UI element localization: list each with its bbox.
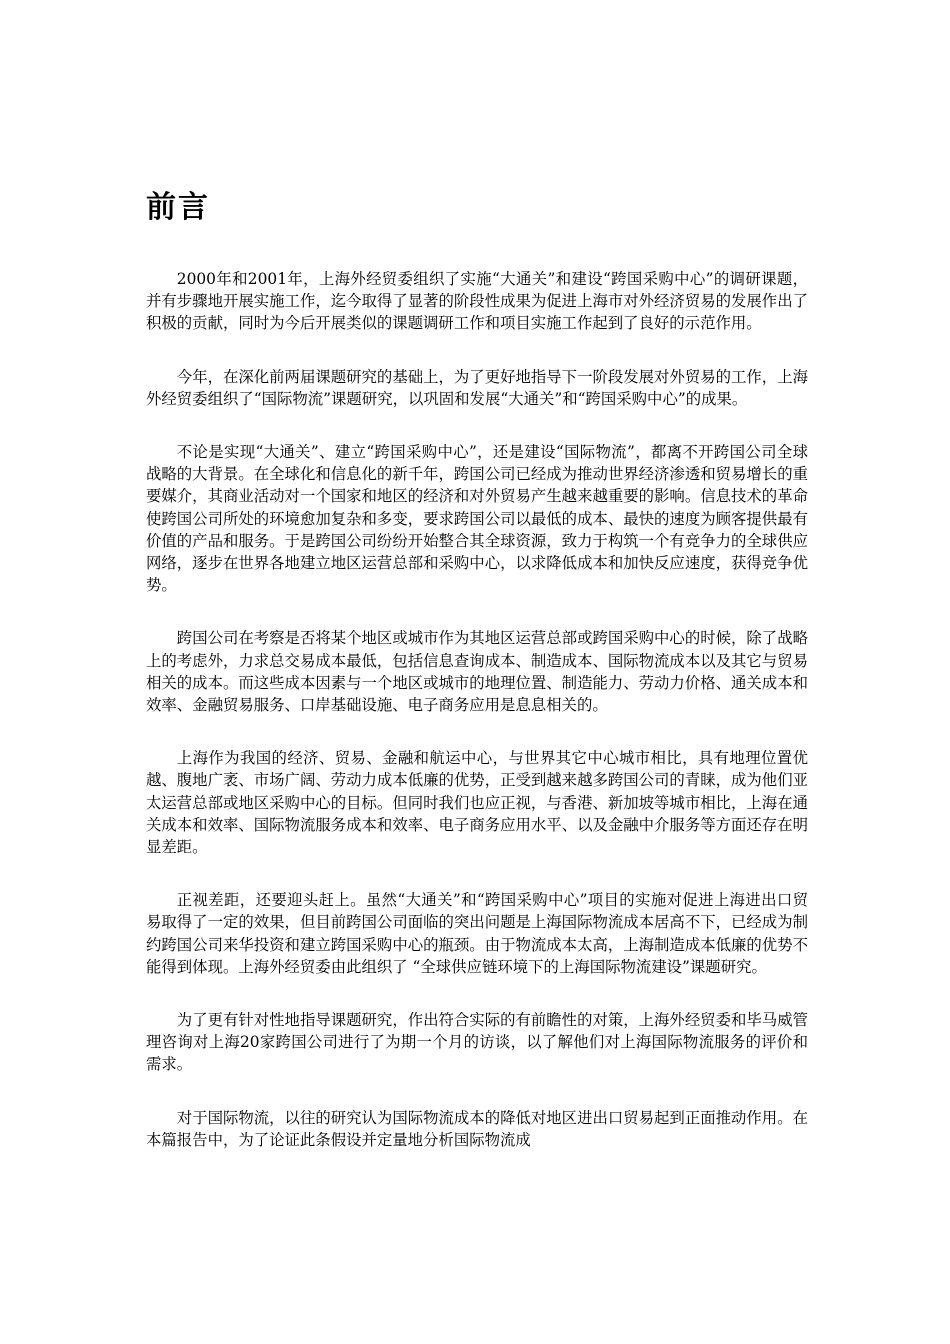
paragraph-1: 2000年和2001年，上海外经贸委组织了实施“大通关”和建设“跨国采购中心”的调研课题，并有步骤地开展实施工作，迄今取得了显著的阶段性成果为促进上海市对外经济贸易的发展作出了积极的贡献，同时为今后开展类似的课题调研工作和项目实施工作起到了良好的示范作用。 — [146, 270, 808, 333]
paragraph-3: 不论是实现“大通关”、建立“跨国采购中心”，还是建设“国际物流”，都离不开跨国公司全球战略的大背景。在全球化和信息化的新千年，跨国公司已经成为推动世界经济渗透和贸易增长的重要媒介，其商业活动对一个国家和地区的经济和对外贸易产生越来越重要的影响。信息技术的革命使跨国公司所处的环境愈加复杂和多变，要求跨国公司以最低的成本、最快的速度为顾客提供最有价值的产品和服务。于是跨国公司纷纷开始整合其全球资源，致力于构筑一个有竞争力的全球供应网络，逐步在世界各地建立地区运营总部和采购中心，以求降低成本和加快反应速度，获得竞争优势。 — [146, 443, 808, 595]
paragraph-2: 今年，在深化前两届课题研究的基础上，为了更好地指导下一阶段发展对外贸易的工作，上海外经贸委组织了“国际物流”课题研究，以巩固和发展“大通关”和“跨国采购中心”的成果。 — [146, 367, 808, 408]
paragraph-4: 跨国公司在考察是否将某个地区或城市作为其地区运营总部或跨国采购中心的时候，除了战略上的考虑外，力求总交易成本最低，包括信息查询成本、制造成本、国际物流成本以及其它与贸易相关的成本。而这些成本因素与一个地区或城市的地理位置、制造能力、劳动力价格、通关成本和效率、金融贸易服务、口岸基础设施、电子商务应用是息息相关的。 — [146, 629, 808, 715]
paragraph-8: 对于国际物流，以往的研究认为国际物流成本的降低对地区进出口贸易起到正面推动作用。在本篇报告中，为了论证此条假设并定量地分析国际物流成 — [146, 1108, 808, 1149]
paragraph-5: 上海作为我国的经济、贸易、金融和航运中心，与世界其它中心城市相比，具有地理位置优越、腹地广袤、市场广阔、劳动力成本低廉的优势，正受到越来越多跨国公司的青睐，成为他们亚太运营总部或地区采购中心的目标。但同时我们也应正视，与香港、新加坡等城市相比，上海在通关成本和效率、国际物流服务成本和效率、电子商务应用水平、以及金融中介服务等方面还存在明显差距。 — [146, 749, 808, 857]
paragraph-7: 为了更有针对性地指导课题研究，作出符合实际的有前瞻性的对策，上海外经贸委和毕马威管理咨询对上海20家跨国公司进行了为期一个月的访谈，以了解他们对上海国际物流服务的评价和需求。 — [146, 1011, 808, 1074]
paragraph-6: 正视差距，还要迎头赶上。虽然“大通关”和“跨国采购中心”项目的实施对促进上海进出口贸易取得了一定的效果，但目前跨国公司面临的突出问题是上海国际物流成本居高不下，已经成为制约跨国公司来华投资和建立跨国采购中心的瓶颈。由于物流成本太高，上海制造成本低廉的优势不能得到体现。上海外经贸委由此组织了 “全球供应链环境下的上海国际物流建设”课题研究。 — [146, 891, 808, 976]
page-title: 前言 — [146, 190, 210, 225]
body-text — [146, 268, 808, 1182]
